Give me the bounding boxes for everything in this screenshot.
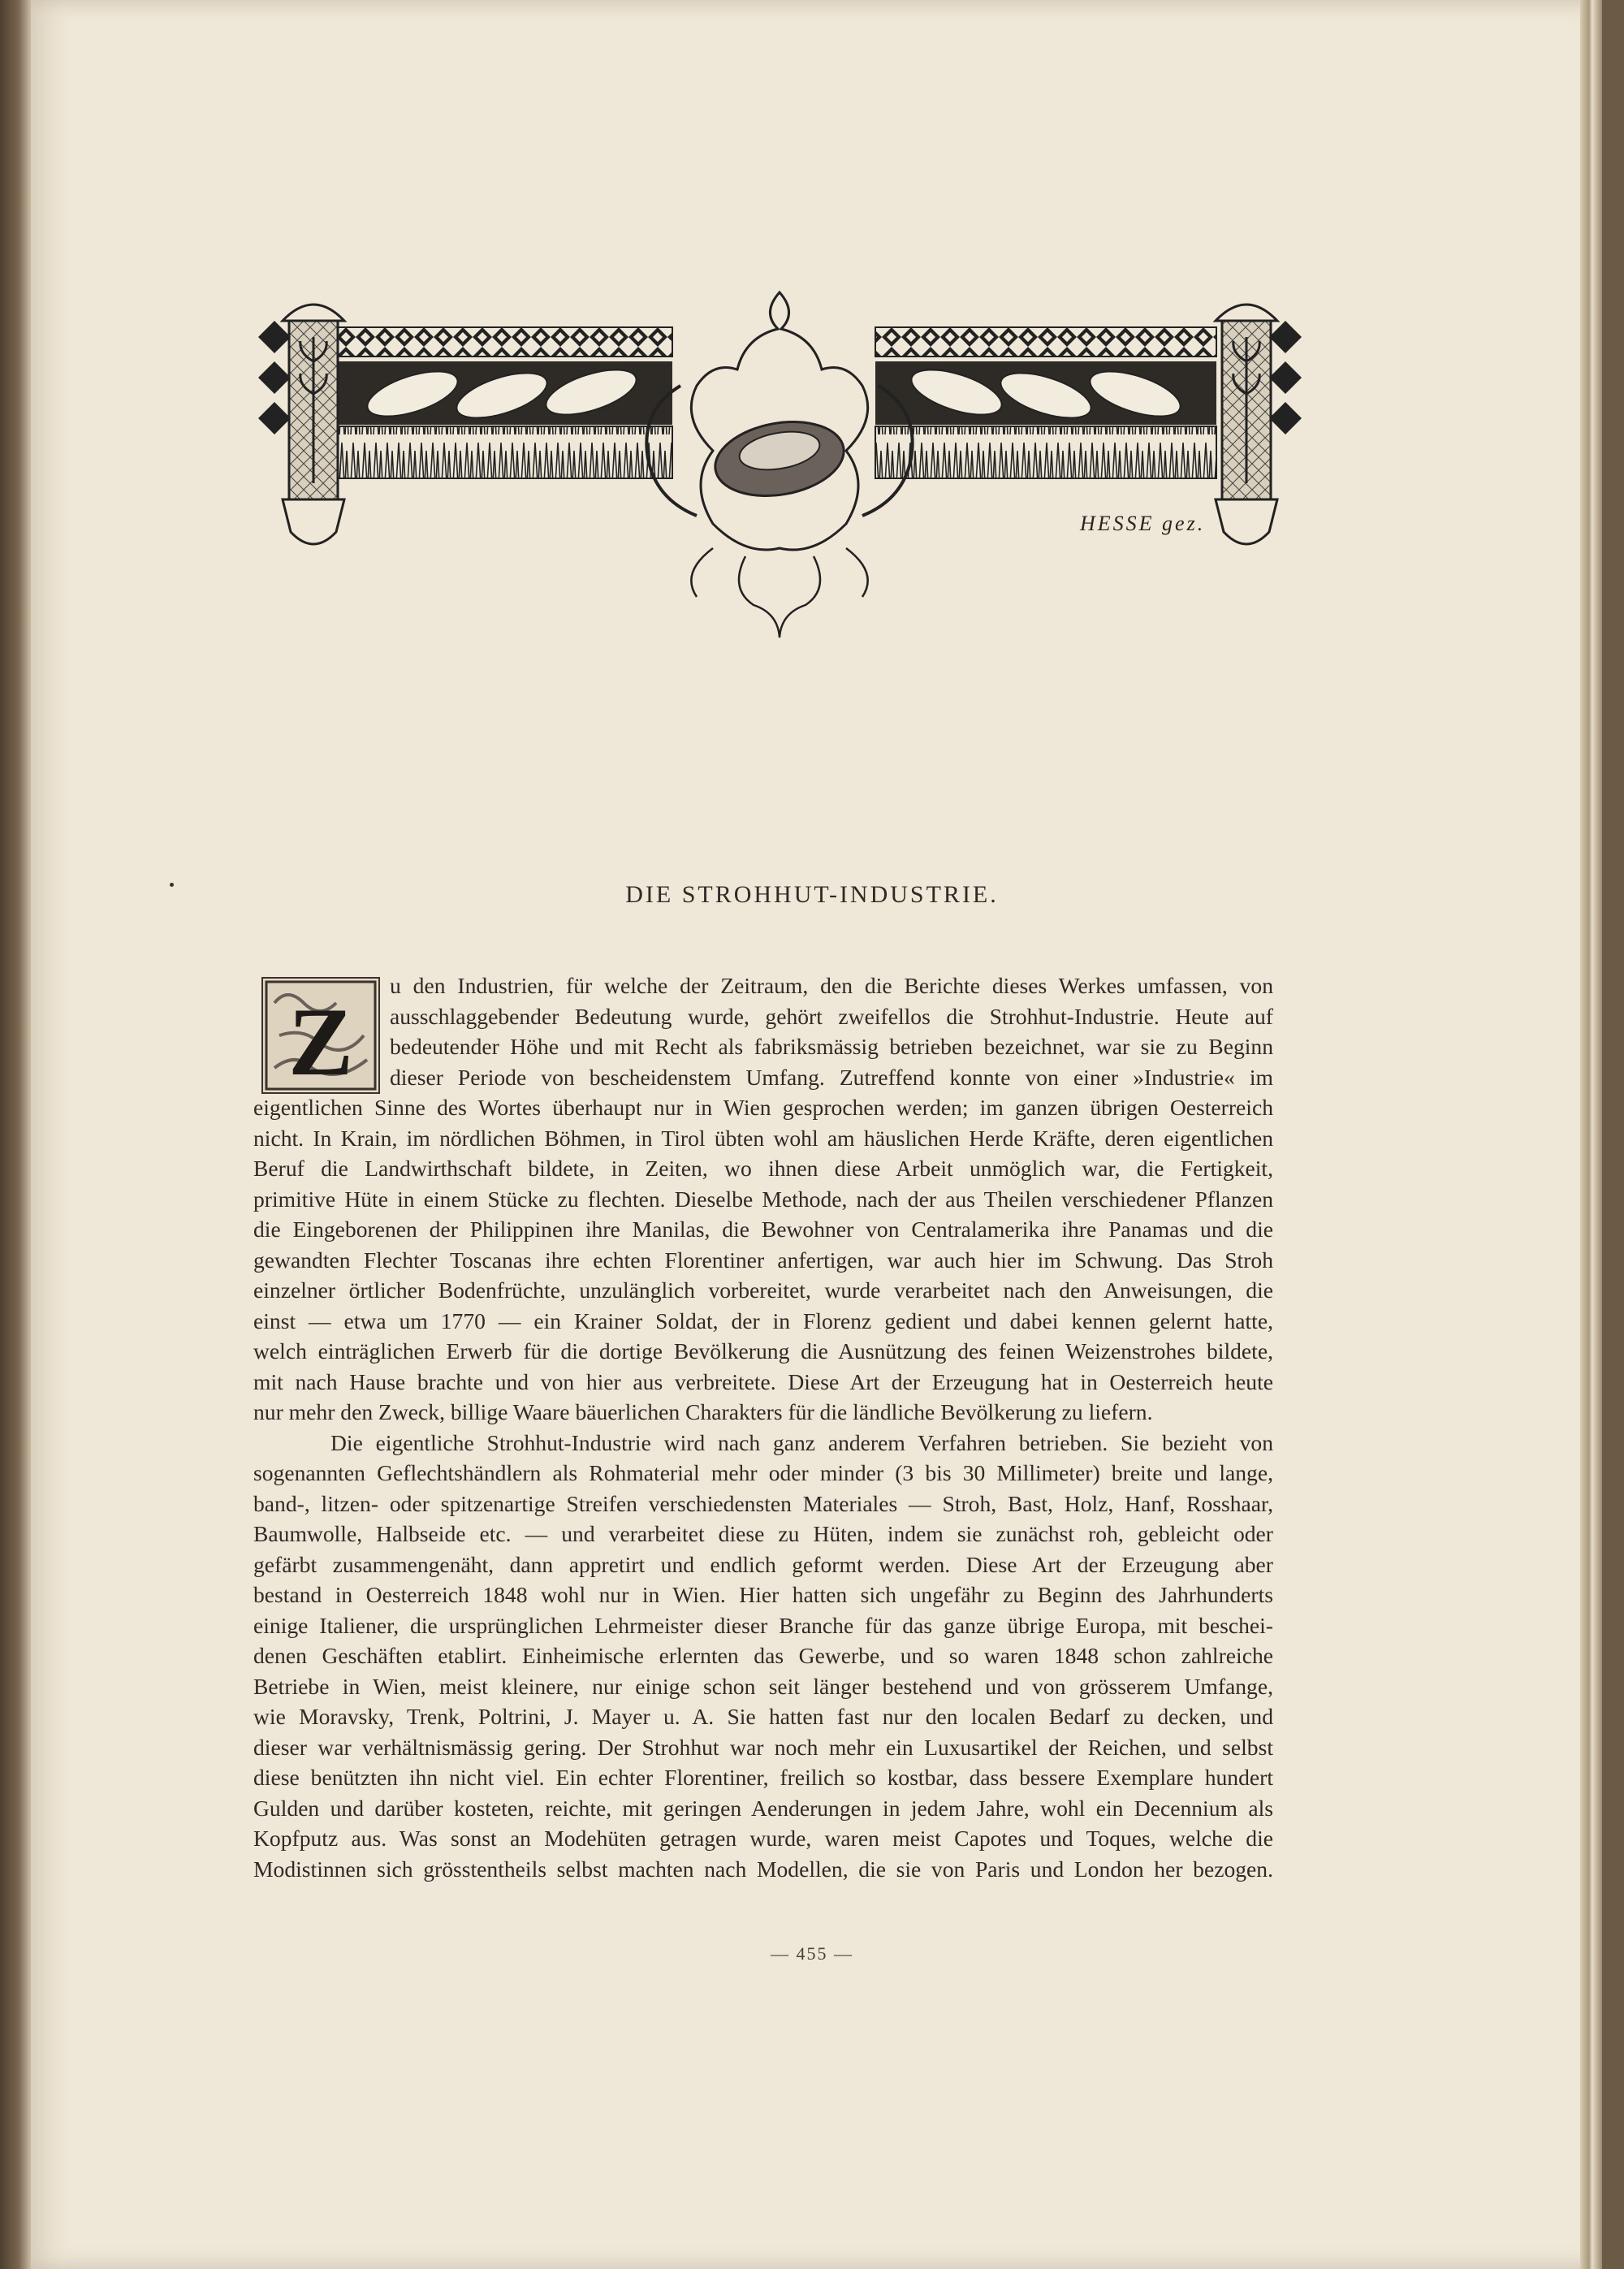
body-line: dieser war verhältnismässig gering. Der Strohhut war noch mehr ein Luxusartikel der Reichen, und selbst (253, 1734, 1273, 1760)
body-line: bestand in Oesterreich 1848 wohl nur in Wien. Hier hatten sich ungefähr zu Beginn des Jahrhunderts (253, 1582, 1273, 1607)
body-line: nicht. In Krain, im nördlichen Böhmen, in Tirol übten wohl am häuslichen Herde Kräfte, deren eigentlichen (253, 1125, 1273, 1151)
body-line: Kopfputz aus. Was sonst an Modehüten getragen wurde, waren meist Capotes und Toques, welche die (253, 1826, 1273, 1851)
initial-letter: Z (287, 988, 354, 1092)
body-line: sogenannten Geflechtshändlern als Rohmaterial mehr oder minder (3 bis 30 Millimeter) breite und lange, (253, 1460, 1273, 1485)
body-line: Gulden und darüber kosteten, reichte, mit geringen Aenderungen in jedem Jahre, wohl ein Decennium als (253, 1795, 1273, 1821)
body-line: ausschlaggebender Bedeutung wurde, gehört zweifellos die Strohhut-Industrie. Heute auf (390, 1003, 1273, 1029)
body-line: Modistinnen sich grösstentheils selbst machten nach Modellen, die sie von Paris und London her bezogen. (253, 1856, 1273, 1882)
body-line: band-, litzen- oder spitzenartige Streifen verschiedensten Materiales — Stroh, Bast, Holz, Hanf, Rosshaar, (253, 1490, 1273, 1516)
body-line: einige Italiener, die ursprünglichen Lehrmeister dieser Branche für das ganze übrige Europa, mit beschei- (253, 1612, 1273, 1638)
body-line: bedeutender Höhe und mit Recht als fabriksmässig betrieben bezeichnet, war sie zu Beginn (390, 1034, 1273, 1059)
body-line: einst — etwa um 1770 — ein Krainer Soldat, der in Florenz gedient und dabei kennen gelernt hatte, (253, 1307, 1273, 1333)
body-line: u den Industrien, für welche der Zeitraum, den die Berichte dieses Werkes umfassen, von (390, 973, 1273, 998)
body-line: wie Moravsky, Trenk, Poltrini, J. Mayer u. A. Sie hatten fast nur den localen Bedarf zu decken, und (253, 1704, 1273, 1729)
body-line: primitive Hüte in einem Stücke zu flechten. Dieselbe Methode, nach der aus Theilen verschiedener Pflanzen (253, 1186, 1273, 1212)
body-line: Betriebe in Wien, meist kleinere, nur einige schon seit länger bestehend und von grösserem Umfange, (253, 1673, 1273, 1699)
book-binding (0, 0, 31, 2269)
body-line: diese benützten ihn nicht viel. Ein echter Florentiner, freilich so kostbar, dass bessere Exemplare hundert (253, 1765, 1273, 1790)
body-line: welch einträglichen Erwerb für die dortige Bevölkerung die Ausnützung des feinen Weizenstrohes bildete, (253, 1338, 1273, 1364)
body-line: nur mehr den Zweck, billige Waare bäuerlichen Charakters für die ländliche Bevölkerung zu liefern. (253, 1399, 1153, 1424)
page-edge (1580, 0, 1602, 2269)
body-line: Die eigentliche Strohhut-Industrie wird nach ganz anderem Verfahren betrieben. Sie bezieht von (330, 1429, 1273, 1455)
body-line: gewandten Flechter Toscanas ihre echten Florentiner anfertigen, war auch hier im Schwung. Das Stroh (253, 1247, 1273, 1273)
illustrator-signature: HESSE gez. (1080, 512, 1206, 535)
body-line: gefärbt zusammengenäht, dann appretirt und endlich geformt werden. Diese Art der Erzeugung aber (253, 1551, 1273, 1577)
body-line: mit nach Hause brachte und von hier aus verbreitete. Diese Art der Erzeugung hat in Oesterreich heute (253, 1368, 1273, 1394)
article-body (253, 970, 1273, 1884)
body-line: dieser Periode von bescheidenstem Umfang. Zutreffend konnte von einer »Industrie« im (390, 1064, 1273, 1090)
body-line: die Eingeborenen der Philippinen ihre Manilas, die Bewohner von Centralamerika ihre Panamas und die (253, 1217, 1273, 1242)
body-line: Baumwolle, Halbseide etc. — und verarbeitet diese zu Hüten, indem sie zunächst roh, gebleicht oder (253, 1521, 1273, 1546)
body-line: einzelner örtlicher Bodenfrüchte, unzulänglich vorbereitet, wurde verarbeitet nach den Anweisungen, die (253, 1277, 1273, 1303)
article-title: DIE STROHHUT-INDUSTRIE. (625, 881, 999, 908)
page-number: — 455 — (771, 1943, 853, 1964)
ornamental-headpiece (258, 288, 1302, 646)
body-line: denen Geschäften etablirt. Einheimische erlernten das Gewerbe, und so waren 1848 schon zahlreiche (253, 1643, 1273, 1668)
body-line: Beruf die Landwirthschaft bildete, in Zeiten, wo ihnen diese Arbeit unmöglich war, die Fertigkeit, (253, 1156, 1273, 1181)
body-line: eigentlichen Sinne des Wortes überhaupt nur in Wien gesprochen werden; im ganzen übrigen Oesterreich (253, 1095, 1273, 1120)
